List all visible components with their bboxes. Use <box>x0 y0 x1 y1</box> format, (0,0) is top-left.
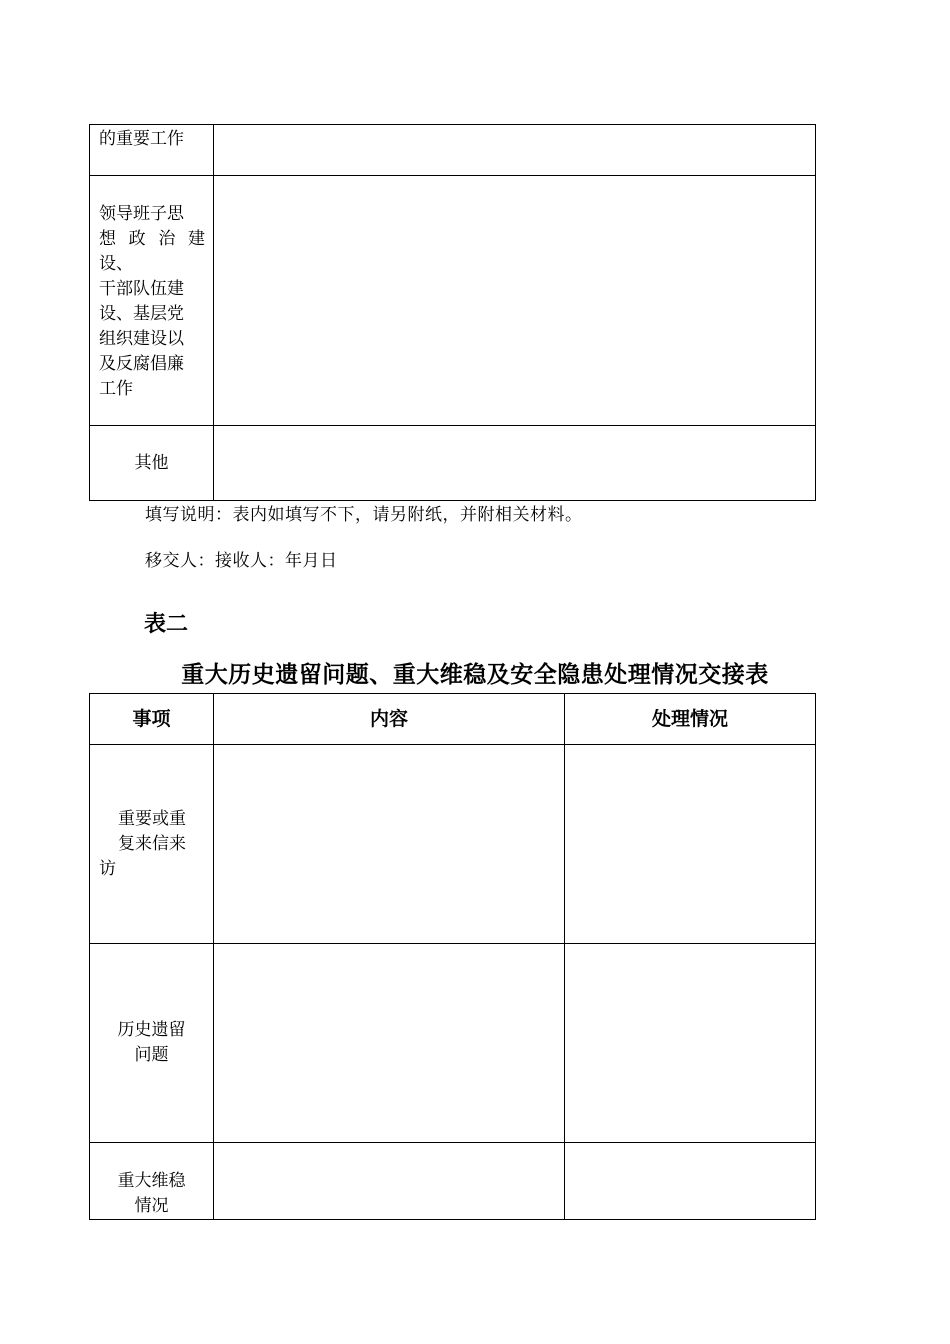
row-status-cell[interactable] <box>565 1143 816 1220</box>
table-row <box>90 176 816 426</box>
row-content-cell[interactable] <box>214 745 565 944</box>
signature-line: 移交人：接收人：年月日 <box>145 551 338 571</box>
label-line: 干部队伍建 <box>99 279 184 299</box>
row-content-cell[interactable] <box>214 1143 565 1220</box>
row-content-cell[interactable] <box>214 944 565 1143</box>
header-status: 处理情况 <box>565 694 816 745</box>
row-label <box>90 125 214 176</box>
row-status-cell[interactable] <box>565 944 816 1143</box>
table-header-row <box>90 694 816 745</box>
table-row <box>90 1143 816 1220</box>
row-label <box>90 176 214 426</box>
row-content-cell[interactable] <box>214 125 816 176</box>
label-line: 组织建设以 <box>99 329 184 349</box>
label-line: 工作 <box>99 379 133 399</box>
label-line: 想 政 治 建 <box>99 229 205 249</box>
label-line: 设、基层党 <box>99 304 184 324</box>
table-subtitle: 表二 <box>144 612 189 637</box>
row-label <box>90 1143 214 1220</box>
row-status-cell[interactable] <box>565 745 816 944</box>
row-label-text: 的重要工作 <box>99 129 184 149</box>
label-line: 及反腐倡廉 <box>99 354 184 374</box>
handover-table-1 <box>89 124 816 501</box>
label-line: 领导班子思 <box>99 204 184 224</box>
row-label <box>90 745 214 944</box>
table-row <box>90 944 816 1143</box>
table-row <box>90 426 816 501</box>
row-label <box>90 944 214 1143</box>
table-row <box>90 745 816 944</box>
label-line: 复来信来 <box>118 833 186 854</box>
row-label <box>90 426 214 501</box>
label-line: 重要或重 <box>118 808 186 829</box>
label-line: 设、 <box>99 254 133 274</box>
fill-instruction: 填写说明：表内如填写不下，请另附纸，并附相关材料。 <box>145 505 583 525</box>
row-content-cell[interactable] <box>214 176 816 426</box>
row-label-text: 其他 <box>134 452 169 473</box>
label-line: 问题 <box>134 1045 169 1065</box>
label-line: 历史遗留 <box>117 1020 186 1040</box>
label-line: 情况 <box>134 1196 169 1216</box>
header-item: 事项 <box>90 694 214 745</box>
table-row <box>90 125 816 176</box>
row-content-cell[interactable] <box>214 426 816 501</box>
label-line: 重大维稳 <box>117 1171 186 1191</box>
header-content: 内容 <box>214 694 565 745</box>
handover-table-2 <box>89 693 816 1220</box>
table-title: 重大历史遗留问题、重大维稳及安全隐患处理情况交接表 <box>181 662 769 688</box>
label-line: 访 <box>99 858 116 879</box>
